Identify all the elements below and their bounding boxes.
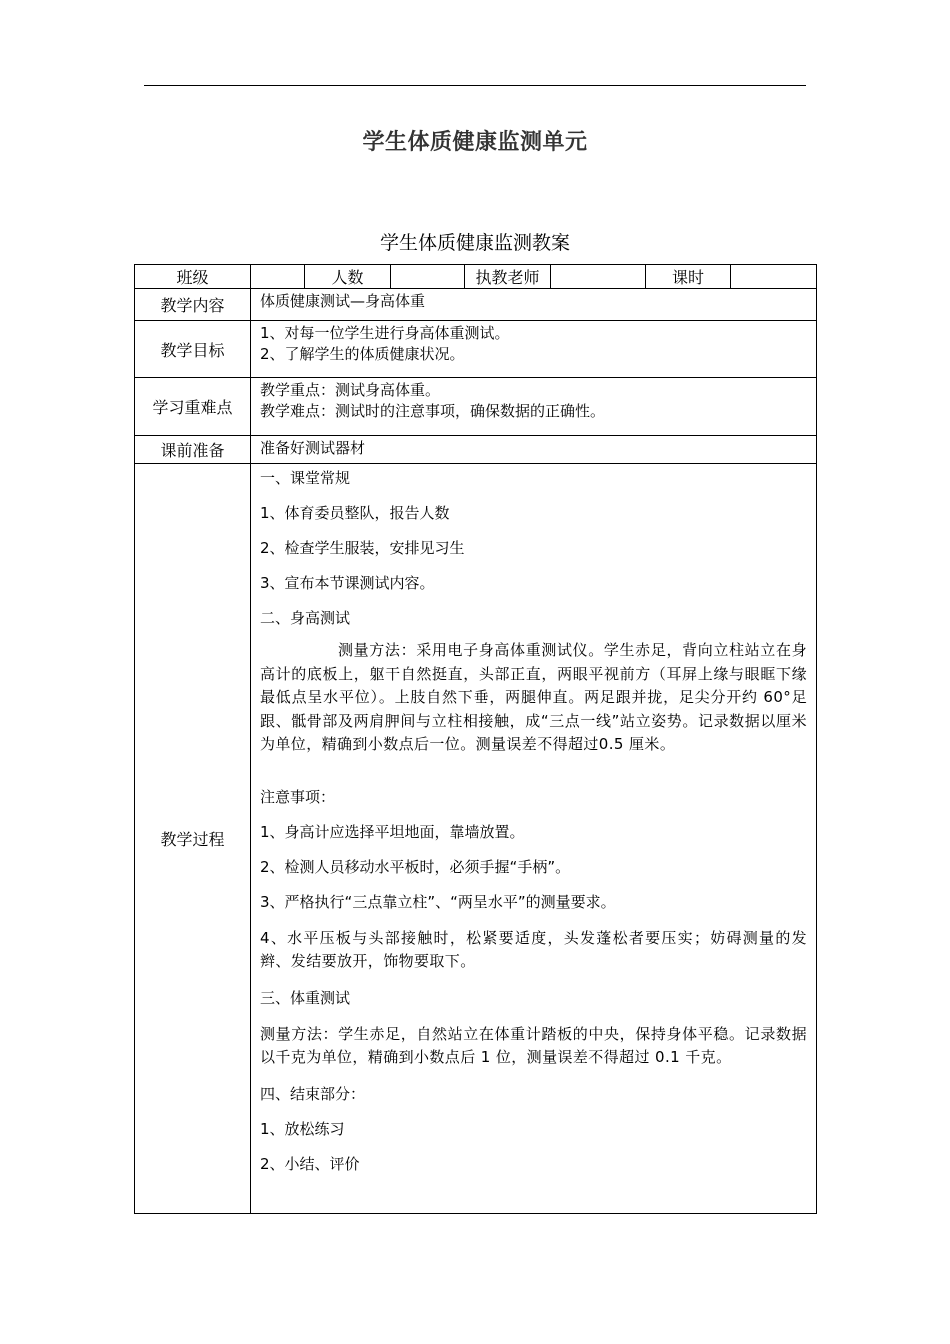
key-points-content xyxy=(251,378,817,436)
class-label: 班级 xyxy=(135,265,251,289)
key-point-line: 教学重点：测试身高体重。 xyxy=(260,381,441,399)
process-step: 2、小结、评价 xyxy=(260,1154,360,1173)
process-row xyxy=(135,464,817,1214)
goal-line: 2、了解学生的体质健康状况。 xyxy=(260,345,465,363)
preparation-label: 课前准备 xyxy=(135,436,251,464)
note-item: 3、严格执行“三点靠立柱”、“两呈水平”的测量要求。 xyxy=(260,892,616,911)
period-label: 课时 xyxy=(646,265,731,289)
teacher-label: 执教老师 xyxy=(465,265,551,289)
note-item: 1、身高计应选择平坦地面，靠墙放置。 xyxy=(260,822,525,841)
note-item: 2、检测人员移动水平板时，必须手握“手柄”。 xyxy=(260,857,571,876)
process-step: 1、体育委员整队，报告人数 xyxy=(260,504,450,522)
process-label: 教学过程 xyxy=(135,464,251,1214)
process-step: 3、宣布本节课测试内容。 xyxy=(260,574,435,592)
process-step: 2、检查学生服装，安排见习生 xyxy=(260,539,465,557)
header-rule xyxy=(144,85,806,86)
preparation-row xyxy=(135,436,817,464)
process-step: 1、放松练习 xyxy=(260,1119,345,1138)
lesson-plan-title: 学生体质健康监测教案 xyxy=(379,232,570,254)
unit-title: 学生体质健康监测单元 xyxy=(362,130,588,155)
student-count-value xyxy=(391,265,465,289)
goals-row xyxy=(135,321,817,378)
process-content xyxy=(251,464,817,1214)
goal-line: 1、对每一位学生进行身高体重测试。 xyxy=(260,324,510,342)
period-value xyxy=(731,265,817,289)
class-value xyxy=(251,265,305,289)
lesson-plan-table xyxy=(134,264,817,1214)
goals-content xyxy=(251,321,817,378)
student-count-label: 人数 xyxy=(305,265,391,289)
height-measure-method: 测量方法：采用电子身高体重测试仪。学生赤足，背向立柱站立在身高计的底板上，躯干自然挺直，头部正直，两眼平视前方（耳屏上缘与眼眶下缘最低点呈水平位）。上肢自然下垂，两腿伸直。两足跟并拢，足尖分开约 60°足跟、骶骨部及两肩胛间与立柱相接触，成“三点一线”站立姿势。记录数据以厘米为单位，精确到小数点后一位。测量误差不得超过0.5 厘米。 xyxy=(260,641,807,753)
key-point-line: 教学难点：测试时的注意事项，确保数据的正确性。 xyxy=(260,402,606,420)
goals-label: 教学目标 xyxy=(135,321,251,378)
teacher-value xyxy=(551,265,646,289)
key-points-row xyxy=(135,378,817,436)
process-section-heading: 二、身高测试 xyxy=(260,609,351,627)
note-item: 4、水平压板与头部接触时，松紧要适度，头发蓬松者要压实；妨碍测量的发辫、发结要放开，饰物要取下。 xyxy=(260,928,807,970)
weight-measure-method: 测量方法：学生赤足，自然站立在体重计踏板的中央，保持身体平稳。记录数据以千克为单位，精确到小数点后 1 位，测量误差不得超过 0.1 千克。 xyxy=(260,1024,807,1066)
content-value: 体质健康测试—身高体重 xyxy=(251,289,817,321)
key-points-label: 学习重难点 xyxy=(135,378,251,436)
notes-heading: 注意事项： xyxy=(260,787,336,806)
process-section-heading: 一、课堂常规 xyxy=(260,469,351,487)
header-row xyxy=(135,265,817,289)
content-row xyxy=(135,289,817,321)
content-label: 教学内容 xyxy=(135,289,251,321)
process-section-heading: 三、体重测试 xyxy=(260,988,351,1007)
preparation-value: 准备好测试器材 xyxy=(251,436,817,464)
process-section-heading: 四、结束部分： xyxy=(260,1084,366,1103)
